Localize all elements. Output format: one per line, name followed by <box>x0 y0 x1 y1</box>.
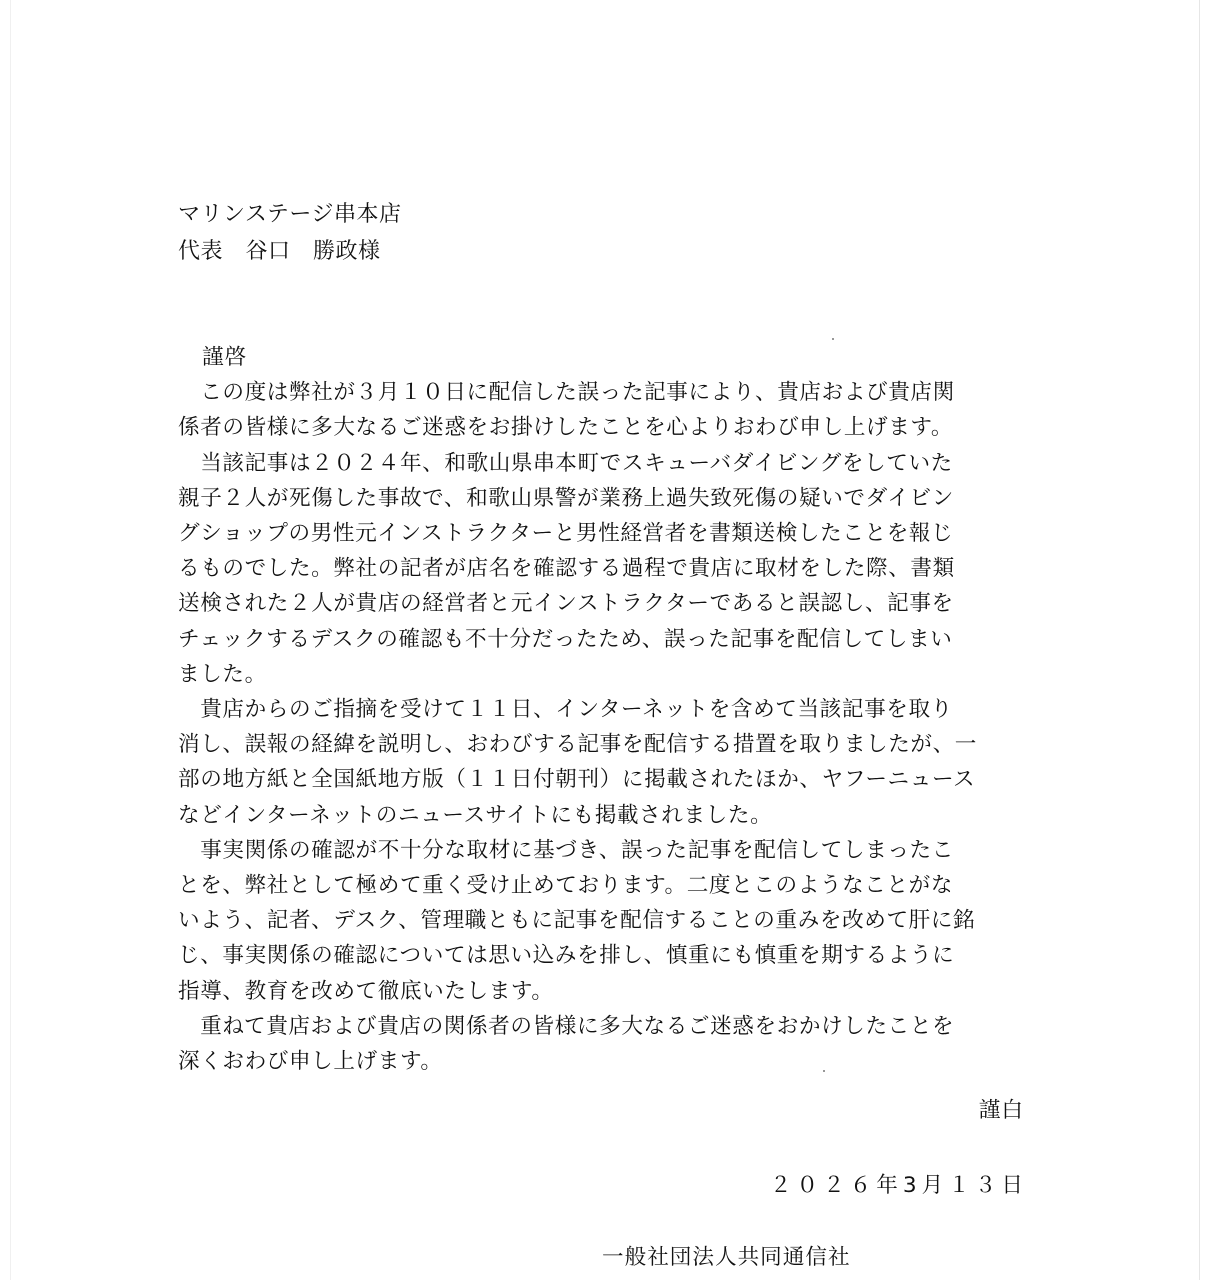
closing: 謹白 <box>978 1098 1024 1123</box>
letter-body <box>178 340 1033 1079</box>
body-line: 送検された２人が貴店の経営者と元インストラクターであると誤認し、記事を <box>178 591 954 617</box>
body-line: 深くおわび申し上げます。 <box>178 1049 443 1075</box>
body-line: 貴店からのご指摘を受けて１１日、インターネットを含めて当該記事を取り <box>178 697 953 723</box>
body-line: グショップの男性元インストラクターと男性経営者を書類送検したことを報じ <box>178 521 954 547</box>
body-lines <box>178 375 1033 1079</box>
scan-speck <box>832 338 834 340</box>
body-line: 指導、教育を改めて徹底いたします。 <box>178 978 554 1004</box>
salutation: 謹啓 <box>202 345 248 370</box>
body-line: チェックするデスクの確認も不十分だったため、誤った記事を配信してしまい <box>178 626 953 652</box>
organization-name: 一般社団法人共同通信社 <box>602 1245 851 1270</box>
recipient-person: 代表 谷口 勝政様 <box>178 239 381 264</box>
scan-edge-right <box>1199 0 1200 1280</box>
body-line: 親子２人が死傷した事故で、和歌山県警が業務上過失致死傷の疑いでダイビン <box>178 485 954 511</box>
body-line: いよう、記者、デスク、管理職ともに記事を配信することの重みを改めて肝に銘 <box>178 908 976 934</box>
body-line: 係者の皆様に多大なるご迷惑をお掛けしたことを心よりおわび申し上げます。 <box>178 415 954 441</box>
recipient-shop: マリンステージ串本店 <box>178 202 402 227</box>
body-line: 当該記事は２０２４年、和歌山県串本町でスキューバダイビングをしていた <box>178 450 953 476</box>
recipient-block <box>178 196 401 270</box>
body-line: 重ねて貴店および貴店の関係者の皆様に多大なるご迷惑をおかけしたことを <box>178 1013 955 1039</box>
body-line: 消し、誤報の経緯を説明し、おわびする記事を配信する措置を取りましたが、一 <box>178 732 977 758</box>
body-line: この度は弊社が３月１０日に配信した誤った記事により、貴店および貴店関 <box>178 380 955 406</box>
letter-date: ２０２６年3月１３日 <box>769 1173 1028 1198</box>
body-line: とを、弊社として極めて重く受け止めております。二度とこのようなことがな <box>178 873 954 899</box>
body-line: 部の地方紙と全国紙地方版（１１日付朝刊）に掲載されたほか、ヤフーニュース <box>178 767 976 793</box>
body-line: などインターネットのニュースサイトにも掲載されました。 <box>178 802 773 828</box>
body-line: 事実関係の確認が不十分な取材に基づき、誤った記事を配信してしまったこ <box>178 837 954 863</box>
scan-speck <box>823 1070 825 1072</box>
body-line: るものでした。弊社の記者が店名を確認する過程で貴店に取材をした際、書類 <box>178 556 955 582</box>
scan-edge-left <box>10 0 11 1280</box>
body-line: ました。 <box>178 661 267 687</box>
body-line: じ、事実関係の確認については思い込みを排し、慎重にも慎重を期するように <box>178 943 955 969</box>
